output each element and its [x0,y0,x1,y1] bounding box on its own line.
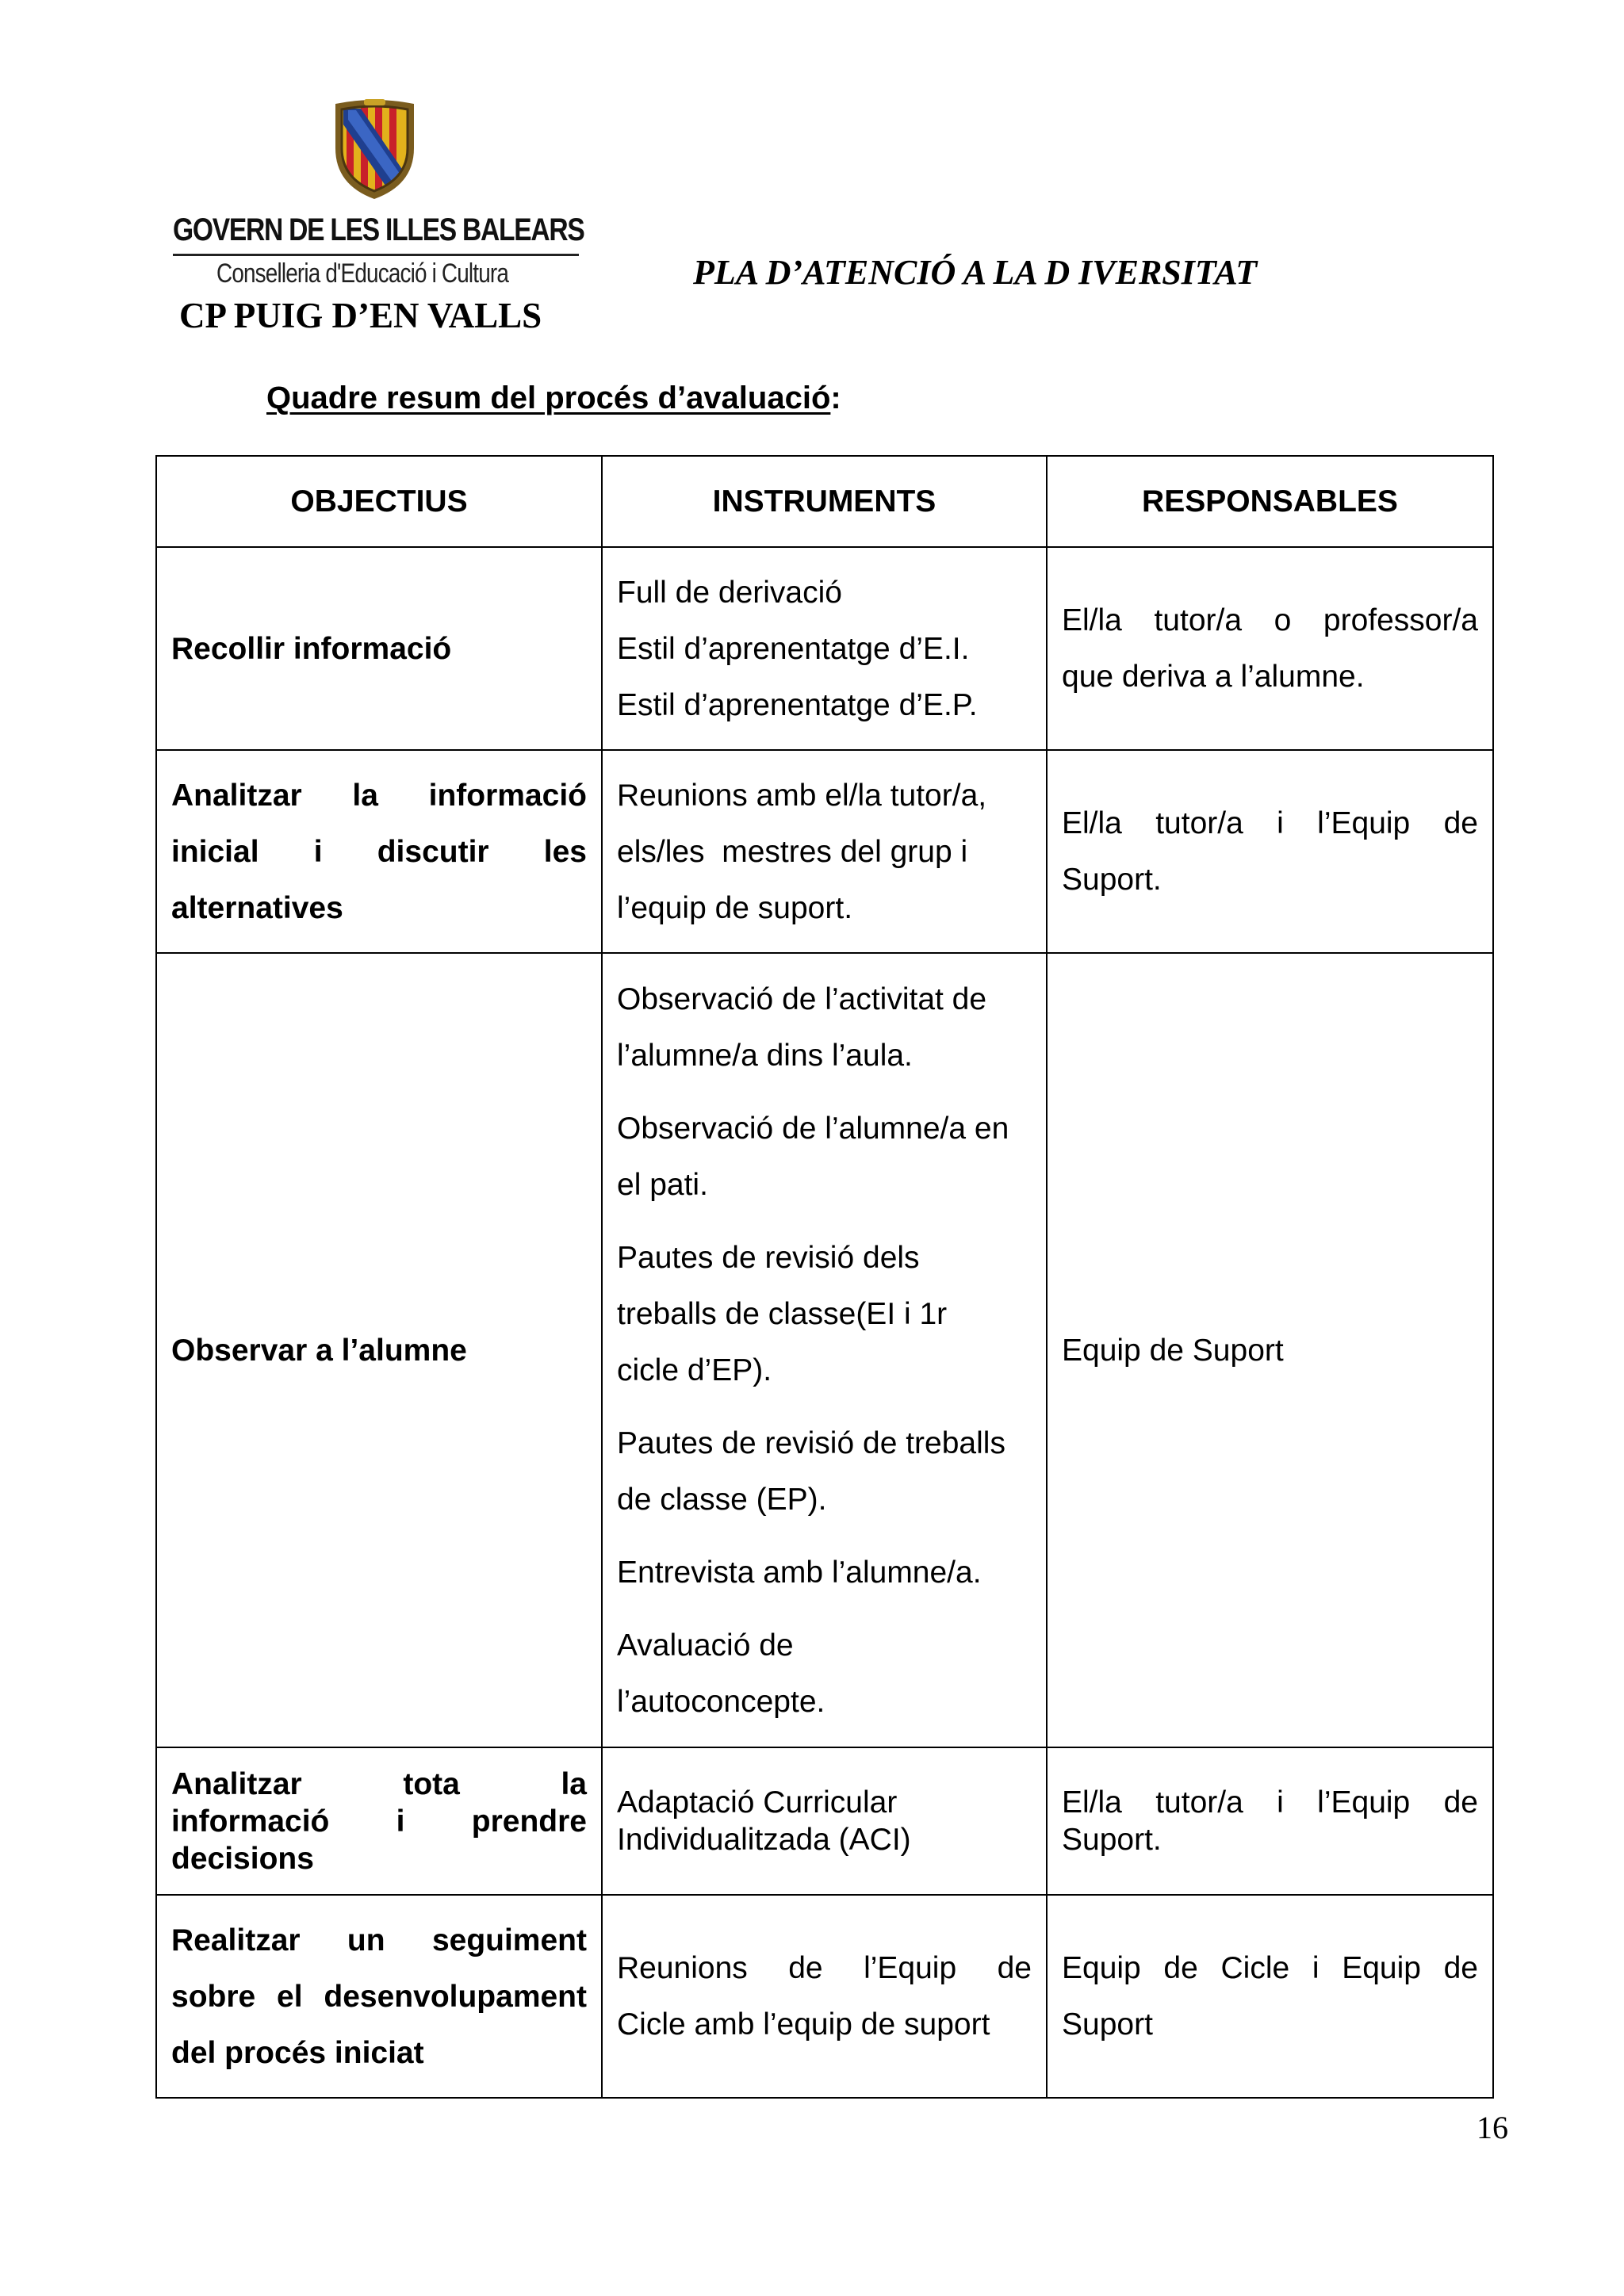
page-number: 16 [1477,2110,1508,2145]
responsibles-cell [1047,953,1493,1747]
column-header-instruments: INSTRUMENTS [602,456,1047,547]
instrument-line: el pati. [617,1167,708,1202]
responsibles-cell [1047,1747,1493,1895]
objective-line: decisions [171,1841,314,1876]
instruments-cell [602,547,1047,750]
objective-cell [156,1747,602,1895]
objective-line: Recollir informació [171,631,452,666]
org-department: Conselleria d'Educació i Cultura [216,258,509,289]
instrument-line: Avaluació de [617,1628,794,1663]
instrument-line: Observació de l’activitat de [617,982,987,1016]
responsible-line: que deriva a l’alumne. [1062,660,1365,694]
responsibles-cell [1047,750,1493,953]
section-heading [266,381,841,416]
responsible-line: Equip de Cicle i Equip de [1062,1951,1478,1985]
objective-line: Analitzar la informació [171,778,587,813]
instrument-paragraph [617,971,1032,1084]
instrument-line: Pautes de revisió de treballs [617,1425,1005,1460]
evaluation-summary-table [155,455,1494,2099]
instrument-line: Adaptació Curricular [617,1785,898,1820]
objective-line: alternatives [171,890,343,925]
org-name: GOVERN DE LES ILLES BALEARS [173,212,584,247]
instrument-line: els/les mestres del grup i [617,834,968,869]
instrument-line: Reunions amb el/la tutor/a, [617,778,987,813]
instrument-line: Observació de l’alumne/a en [617,1111,1009,1146]
responsible-line: El/la tutor/a o professor/a [1062,603,1478,637]
objective-line: inicial i discutir les [171,834,587,869]
instruments-cell [602,953,1047,1747]
instrument-line: Estil d’aprenentatge d’E.I. [617,631,970,666]
instruments-cell [602,750,1047,953]
instrument-paragraph [617,1544,1032,1601]
responsible-line: Equip de Suport [1062,1333,1284,1368]
responsible-line: El/la tutor/a i l’Equip de [1062,806,1478,840]
responsible-line: Suport. [1062,863,1162,897]
objective-line: del procés iniciat [171,2035,424,2070]
objective-line: Analitzar tota la [171,1766,587,1801]
instruments-cell [602,1895,1047,2098]
objective-line: sobre el desenvolupament [171,1979,587,2014]
table-row [156,750,1493,953]
section-heading-text: Quadre resum del procés d’avaluació [266,381,831,415]
objective-line: informació i prendre [171,1804,587,1839]
instrument-line: Entrevista amb l’alumne/a. [617,1555,982,1590]
instrument-line: treballs de classe(EI i 1r [617,1296,948,1331]
school-name: CP PUIG D’EN VALLS [179,296,542,335]
instrument-line: Pautes de revisió dels [617,1240,920,1275]
objective-cell [156,547,602,750]
objective-cell [156,1895,602,2098]
table-row [156,1747,1493,1895]
table-row [156,1895,1493,2098]
table-row [156,547,1493,750]
objective-line: Realitzar un seguiment [171,1923,587,1957]
table-header-row [156,456,1493,547]
instrument-line: de classe (EP). [617,1482,827,1517]
instrument-line: Individualitzada (ACI) [617,1823,911,1857]
instrument-line: Cicle amb l’equip de suport [617,2007,990,2042]
objective-line: Observar a l’alumne [171,1333,467,1368]
instrument-line: Full de derivació [617,575,842,610]
org-divider [173,254,579,256]
section-heading-suffix: : [830,381,841,415]
instrument-line: l’alumne/a dins l’aula. [617,1038,913,1073]
instruments-cell [602,1747,1047,1895]
document-title: PLA D’ATENCIÓ A LA D IVERSITAT [693,253,1258,292]
instrument-paragraph [617,1617,1032,1730]
column-header-objectives: OBJECTIUS [156,456,602,547]
table-row [156,953,1493,1747]
responsibles-cell [1047,1895,1493,2098]
column-header-responsibles: RESPONSABLES [1047,456,1493,547]
responsible-line: Suport [1062,2007,1153,2042]
instrument-paragraph [617,1415,1032,1528]
objective-cell [156,750,602,953]
responsible-line: El/la tutor/a i l’Equip de [1062,1785,1478,1820]
responsibles-cell [1047,547,1493,750]
instrument-line: Reunions de l’Equip de [617,1951,1032,1985]
instrument-line: l’autoconcepte. [617,1684,825,1719]
instrument-paragraph [617,1100,1032,1213]
instrument-line: l’equip de suport. [617,890,853,925]
instrument-line: Estil d’aprenentatge d’E.P. [617,687,978,722]
instrument-line: cicle d’EP). [617,1353,772,1387]
instrument-paragraph [617,1230,1032,1399]
objective-cell [156,953,602,1747]
balearic-coat-of-arms-icon [329,99,420,202]
responsible-line: Suport. [1062,1823,1162,1857]
